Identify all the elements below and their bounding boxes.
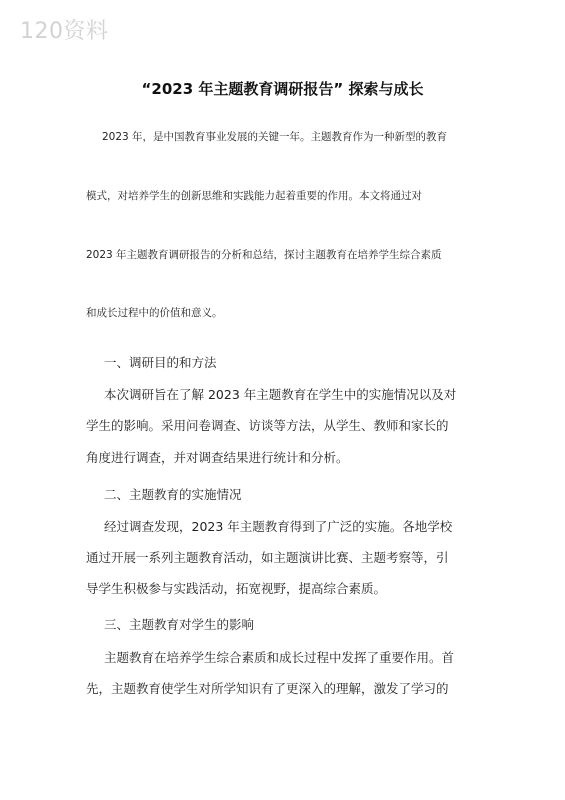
intro-line-3: 2023 年主题教育调研报告的分析和总结，探讨主题教育在培养学生综合素质 [86, 249, 442, 261]
section-1-line-3: 角度进行调查，并对调查结果进行统计和分析。 [86, 450, 349, 465]
section-1-line-1: 本次调研旨在了解 2023 年主题教育在学生中的实施情况以及对 [104, 387, 457, 402]
intro-line-4: 和成长过程中的价值和意义。 [86, 307, 223, 319]
document-title: “2023 年主题教育调研报告” 探索与成长 [141, 80, 424, 98]
section-3-heading: 三、主题教育对学生的影响 [104, 617, 255, 632]
section-2-heading: 二、主题教育的实施情况 [104, 487, 242, 502]
section-2-line-1: 经过调查发现，2023 年主题教育得到了广泛的实施。各地学校 [104, 519, 453, 534]
intro-line-1: 2023 年，是中国教育事业发展的关键一年。主题教育作为一种新型的教育 [102, 131, 448, 143]
section-2-line-2: 通过开展一系列主题教育活动，如主题演讲比赛、主题考察等，引 [86, 550, 449, 565]
watermark: 120资料 [20, 19, 109, 44]
section-2-line-3: 导学生积极参与实践活动，拓宽视野，提高综合素质。 [86, 581, 387, 596]
section-1-line-2: 学生的影响。采用问卷调查、访谈等方法，从学生、教师和家长的 [86, 418, 449, 433]
section-3-line-2: 先，主题教育使学生对所学知识有了更深入的理解，激发了学习的 [86, 681, 449, 696]
section-1-heading: 一、调研目的和方法 [104, 355, 217, 370]
section-3-line-1: 主题教育在培养学生综合素质和成长过程中发挥了重要作用。首 [104, 650, 455, 665]
intro-line-2: 模式，对培养学生的创新思维和实践能力起着重要的作用。本文将通过对 [86, 190, 422, 202]
